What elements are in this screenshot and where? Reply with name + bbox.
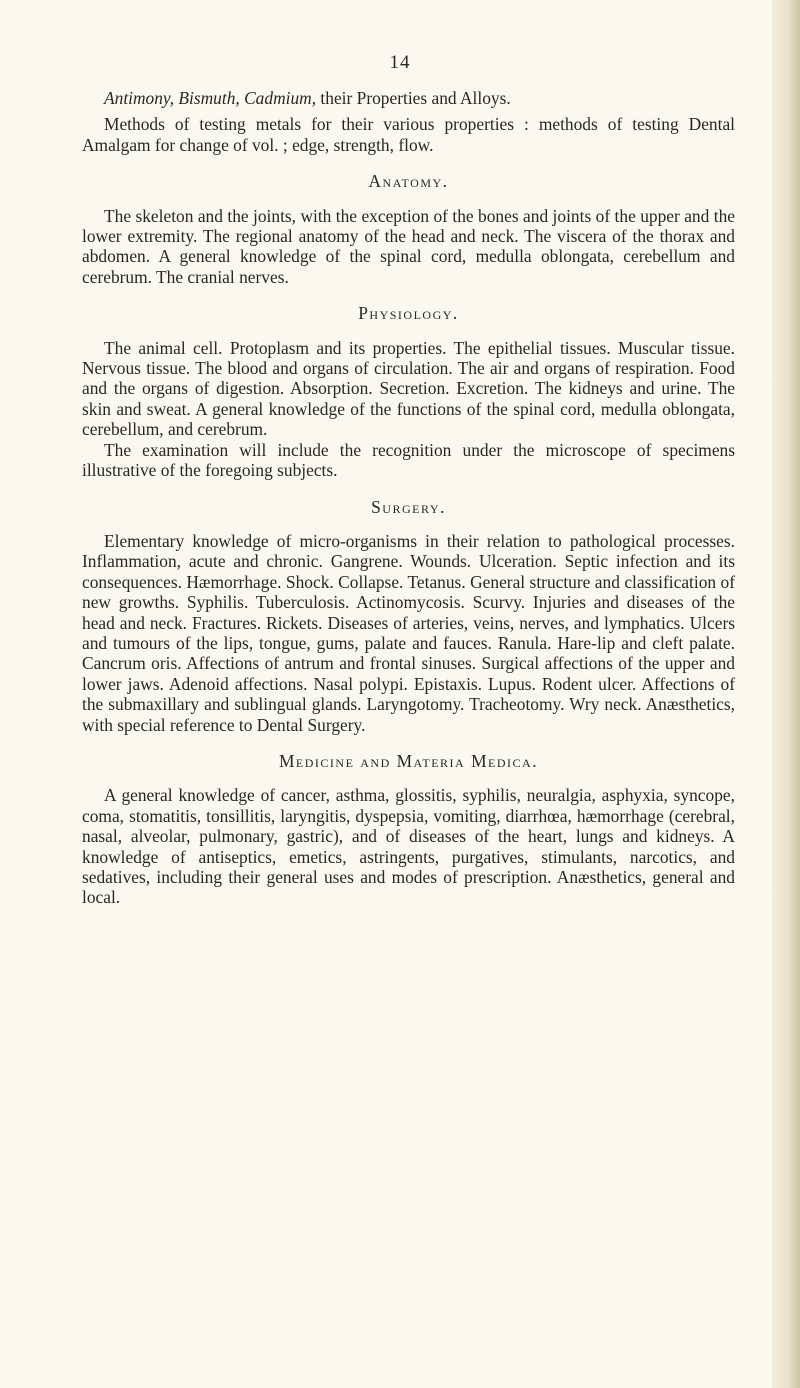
anatomy-paragraph: The skeleton and the joints, with the exception of the bones and joints of the upper and the lower extremity. The regional anatomy of the head and neck. The viscera of the thorax and abdomen. A general knowledge of the spinal cord, medulla oblongata, cerebellum and cerebrum. The cranial nerves. xyxy=(82,205,735,287)
physiology-microscope-paragraph: The examination will include the recognition under the microscope of specimens illustrative of the foregoing subjects. xyxy=(82,439,735,481)
chemistry-paragraph: Methods of testing metals for their various properties : methods of testing Dental Amalgam for change of vol. ; edge, strength, flow. xyxy=(82,114,735,155)
page-content xyxy=(82,88,735,908)
chemistry-lead-line xyxy=(82,88,735,108)
page-edge-shadow xyxy=(772,0,800,1388)
physiology-paragraph: The animal cell. Protoplasm and its properties. The epithelial tissues. Muscular tissue. Nervous tissue. The blood and organs of circulation. The air and organs of respiration. Food and the organs of digestion. Absorption. Secretion. Excretion. The kidneys and urine. The skin and sweat. A general knowledge of the functions of the spinal cord, medulla oblongata, cerebellum, and cerebrum. xyxy=(82,337,735,440)
surgery-paragraph: Elementary knowledge of micro-organisms in their relation to pathological processes. Inflammation, acute and chronic. Gangrene. Wounds. Ulceration. Septic infection and its consequences. Hæmorrhage. Shock. Collapse. Tetanus. General structure and classification of new growths. Syphilis. Tuberculosis. Actinomycosis. Scurvy. Injuries and diseases of the head and neck. Fractures. Rickets. Diseases of arteries, veins, nerves, and lymphatics. Ulcers and tumours of the lips, tongue, gums, palate and fauces. Ranula. Hare-lip and cleft palate. Cancrum oris. Affections of antrum and frontal sinuses. Surgical affections of the upper and lower jaws. Adenoid affections. Nasal polypi. Epistaxis. Lupus. Rodent ulcer. Affections of the submaxillary and sublingual glands. Laryngotomy. Tracheotomy. Wry neck. Anæsthetics, with special reference to Dental Surgery. xyxy=(82,530,735,735)
section-heading-anatomy: Anatomy. xyxy=(368,171,449,192)
section-heading-physiology: Physiology. xyxy=(358,303,459,324)
medicine-paragraph: A general knowledge of cancer, asthma, glossitis, syphilis, neuralgia, asphyxia, syncope, coma, stomatitis, tonsillitis, laryngitis, dyspepsia, vomiting, diarrhœa, hæmorrhage (cerebral, nasal, alveolar, pulmonary, gastric), and of diseases of the heart, lungs and kidneys. A knowledge of antiseptics, emetics, astringents, purgatives, stimulants, narcotics, and sedatives, including their general uses and modes of prescription. Anæsthetics, general and local. xyxy=(82,785,735,908)
chemistry-lead-rest: their Properties and Alloys. xyxy=(316,88,511,108)
chemistry-lead-italic: Antimony, Bismuth, Cadmium, xyxy=(104,88,317,108)
section-heading-medicine: Medicine and Materia Medica. xyxy=(278,750,539,771)
page-number: 14 xyxy=(389,52,411,73)
section-heading-surgery: Surgery. xyxy=(371,496,446,517)
